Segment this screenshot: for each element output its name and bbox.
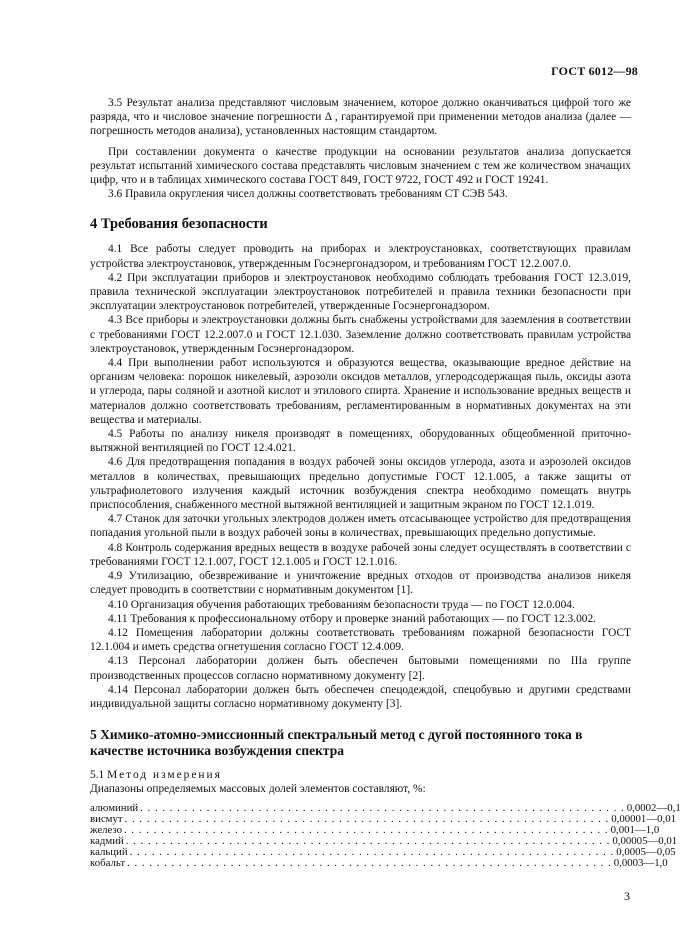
page-number: 3 xyxy=(624,889,630,903)
paragraph-3-5: 3.5 Результат анализа представляют числовым значением, которое должно оканчиваться цифрой того же разряда, что и числовое значение погрешности Δ , гарантируемой при применении методов анализа (далее — погрешность методов анализа), установленных настоящим стандартом. xyxy=(90,97,631,138)
item-4-12: 4.12 Помещения лаборатории должны соответствовать требованиям пожарной безопасности ГОСТ 12.1.004 и иметь средства огнетушения согласно ГОСТ 12.4.009. xyxy=(90,626,631,654)
leader-dots: . . . . . . . . . . . . . . . . . . . . . . . . . . . . . . . . . . . . . . . . . . . . . . . . . . . . . . . . . . . . . . . . . . xyxy=(140,801,625,814)
paragraph-3-6: 3.6 Правила округления чисел должны соответствовать требованиям СТ СЭВ 543. xyxy=(108,188,508,201)
page-content xyxy=(90,96,681,869)
leader-dots: . . . . . . . . . . . . . . . . . . . . . . . . . . . . . . . . . . . . . . . . . . . . . . . . . . . . . . . . . . . . . . . . . . xyxy=(127,856,612,869)
item-4-2: 4.2 При эксплуатации приборов и электроустановок необходимо соблюдать требования ГОСТ 12.3.019, правила технической эксплуатации электроустановок потребителей и правила техники безопасности при эксплуатации электроустановок потребителей, утвержденные Госэнергонадзором. xyxy=(90,271,631,313)
item-4-5: 4.5 Работы по анализу никеля производят в помещениях, оборудованных общеобменной приточно-вытяжной вентиляцией по ГОСТ 12.4.021. xyxy=(90,428,631,455)
item-4-6: 4.6 Для предотвращения попадания в воздух рабочей зоны оксидов углерода, азота и аэрозолей оксидов металлов в количествах, превышающих предельно допустимые ГОСТ 12.1.005, а также защиты от ультрафиолетового излучения каждый источник возбуждения спектра необходимо помещать внутрь приспособления, снабженного местной вытяжной вентиляцией и защитным экраном по ГОСТ 12.1.019. xyxy=(90,456,631,512)
element-name: железо xyxy=(90,823,123,836)
item-4-1: 4.1 Все работы следует проводить на приборах и электроустановках, соответствующих правилам устройства электроустановок, утвержденным Госэнергонадзором, и требованиям ГОСТ 12.2.007.0. xyxy=(90,243,631,270)
element-range: 0,0005—0,05 xyxy=(616,845,676,858)
element-name: алюминий xyxy=(90,801,139,814)
element-range: 0,0002—0,1 xyxy=(626,801,681,814)
list-item xyxy=(90,845,676,858)
list-item xyxy=(90,856,668,869)
document-header: ГОСТ 6012—98 xyxy=(551,64,638,78)
element-name: кадмий xyxy=(90,834,124,847)
subsection-title: Метод измерения xyxy=(107,769,222,782)
section-4-heading: 4 Требования безопасности xyxy=(90,216,268,233)
list-item xyxy=(90,823,660,836)
item-4-3: 4.3 Все приборы и электроустановки должны быть снабжены устройствами для заземления в соответствии с требованиями ГОСТ 12.2.007.0 и ГОСТ 12.1.030. Заземление должно соответствовать правилам устройства электроустановок, утвержденным Госэнергонадзором. xyxy=(90,314,631,355)
list-item xyxy=(90,834,678,847)
item-4-9: 4.9 Утилизацию, обезвреживание и уничтожение вредных отходов от производства анализов никеля следует проводить в соответствии с нормативным документом [1]. xyxy=(90,570,631,597)
element-name: кобальт xyxy=(90,856,126,869)
subsection-5-1-title xyxy=(90,768,631,782)
leader-dots: . . . . . . . . . . . . . . . . . . . . . . . . . . . . . . . . . . . . . . . . . . . . . . . . . . . . . . . . . . . . . . . . . . xyxy=(125,834,611,847)
item-4-8: 4.8 Контроль содержания вредных веществ в воздухе рабочей зоны следует осуществлять в соответствии с требованиями ГОСТ 12.1.007, ГОСТ 12.1.005 и ГОСТ 12.1.016. xyxy=(90,541,631,568)
element-range: 0,00001—0,01 xyxy=(611,812,677,825)
item-4-11: 4.11 Требования к профессиональному отбору и проверке знаний работающих — по ГОСТ 12.3.002. xyxy=(108,612,597,625)
list-item xyxy=(90,801,681,814)
element-name: кальций xyxy=(90,845,128,858)
paragraph-3-5-note: При составлении документа о качестве продукции на основании результатов анализа допускается результат испытаний химического состава представлять числовым значением с тем же количеством значащих цифр, что и в таблицах химического состава ГОСТ 849, ГОСТ 9722, ГОСТ 492 и ГОСТ 19241. xyxy=(90,145,631,187)
element-name: висмут xyxy=(90,812,123,825)
list-item xyxy=(90,812,677,825)
leader-dots: . . . . . . . . . . . . . . . . . . . . . . . . . . . . . . . . . . . . . . . . . . . . . . . . . . . . . . . . . . . . . . . . . . xyxy=(124,812,610,825)
leader-dots: . . . . . . . . . . . . . . . . . . . . . . . . . . . . . . . . . . . . . . . . . . . . . . . . . . . . . . . . . . . . . . . . . . xyxy=(129,845,615,858)
subsection-number: 5.1 xyxy=(90,769,105,782)
element-range-list xyxy=(90,801,681,869)
leader-dots: . . . . . . . . . . . . . . . . . . . . . . . . . . . . . . . . . . . . . . . . . . . . . . . . . . . . . . . . . . . . . . . . . . xyxy=(124,823,609,836)
section-5-heading: 5 Химико-атомно-эмиссионный спектральный метод с дугой постоянного тока в качестве источника возбуждения спектра xyxy=(90,727,583,759)
item-4-10: 4.10 Организация обучения работающих требованиям безопасности труда — по ГОСТ 12.0.004. xyxy=(108,598,575,611)
item-4-14: 4.14 Персонал лаборатории должен быть обеспечен спецодеждой, спецобувью и другими средствами индивидуальной защиты согласно нормативному документу [3]. xyxy=(90,683,631,710)
element-range: 0,00005—0,01 xyxy=(612,834,678,847)
element-range: 0,0003—1,0 xyxy=(613,856,668,869)
item-4-4: 4.4 При выполнении работ используются и образуются вещества, оказывающие вредное действие на организм человека: порошок никелевый, аэрозоли оксидов металлов, углеродсодержащая пыль, оксиды азота и углерода, пары соляной и азотной кислот и этилового спирта. Хранение и использование вредных веществ и материалов должно соответствовать требованиям, регламентированным в нормативных документах на эти вещества и материалы. xyxy=(90,357,631,426)
item-4-13: 4.13 Персонал лаборатории должен быть обеспечен бытовыми помещениями по IIIа группе производственных процессов согласно нормативному документу [2]. xyxy=(90,655,631,682)
section-4-items xyxy=(90,242,631,711)
ranges-intro: Диапазоны определяемых массовых долей элементов составляют, %: xyxy=(90,783,426,796)
item-4-7: 4.7 Станок для заточки угольных электродов должен иметь отсасывающее устройство для предотвращения попадания угольной пыли в воздух рабочей зоны в количествах, превышающих предельно допустимые. xyxy=(90,513,631,540)
element-range: 0,001—1,0 xyxy=(610,823,660,836)
